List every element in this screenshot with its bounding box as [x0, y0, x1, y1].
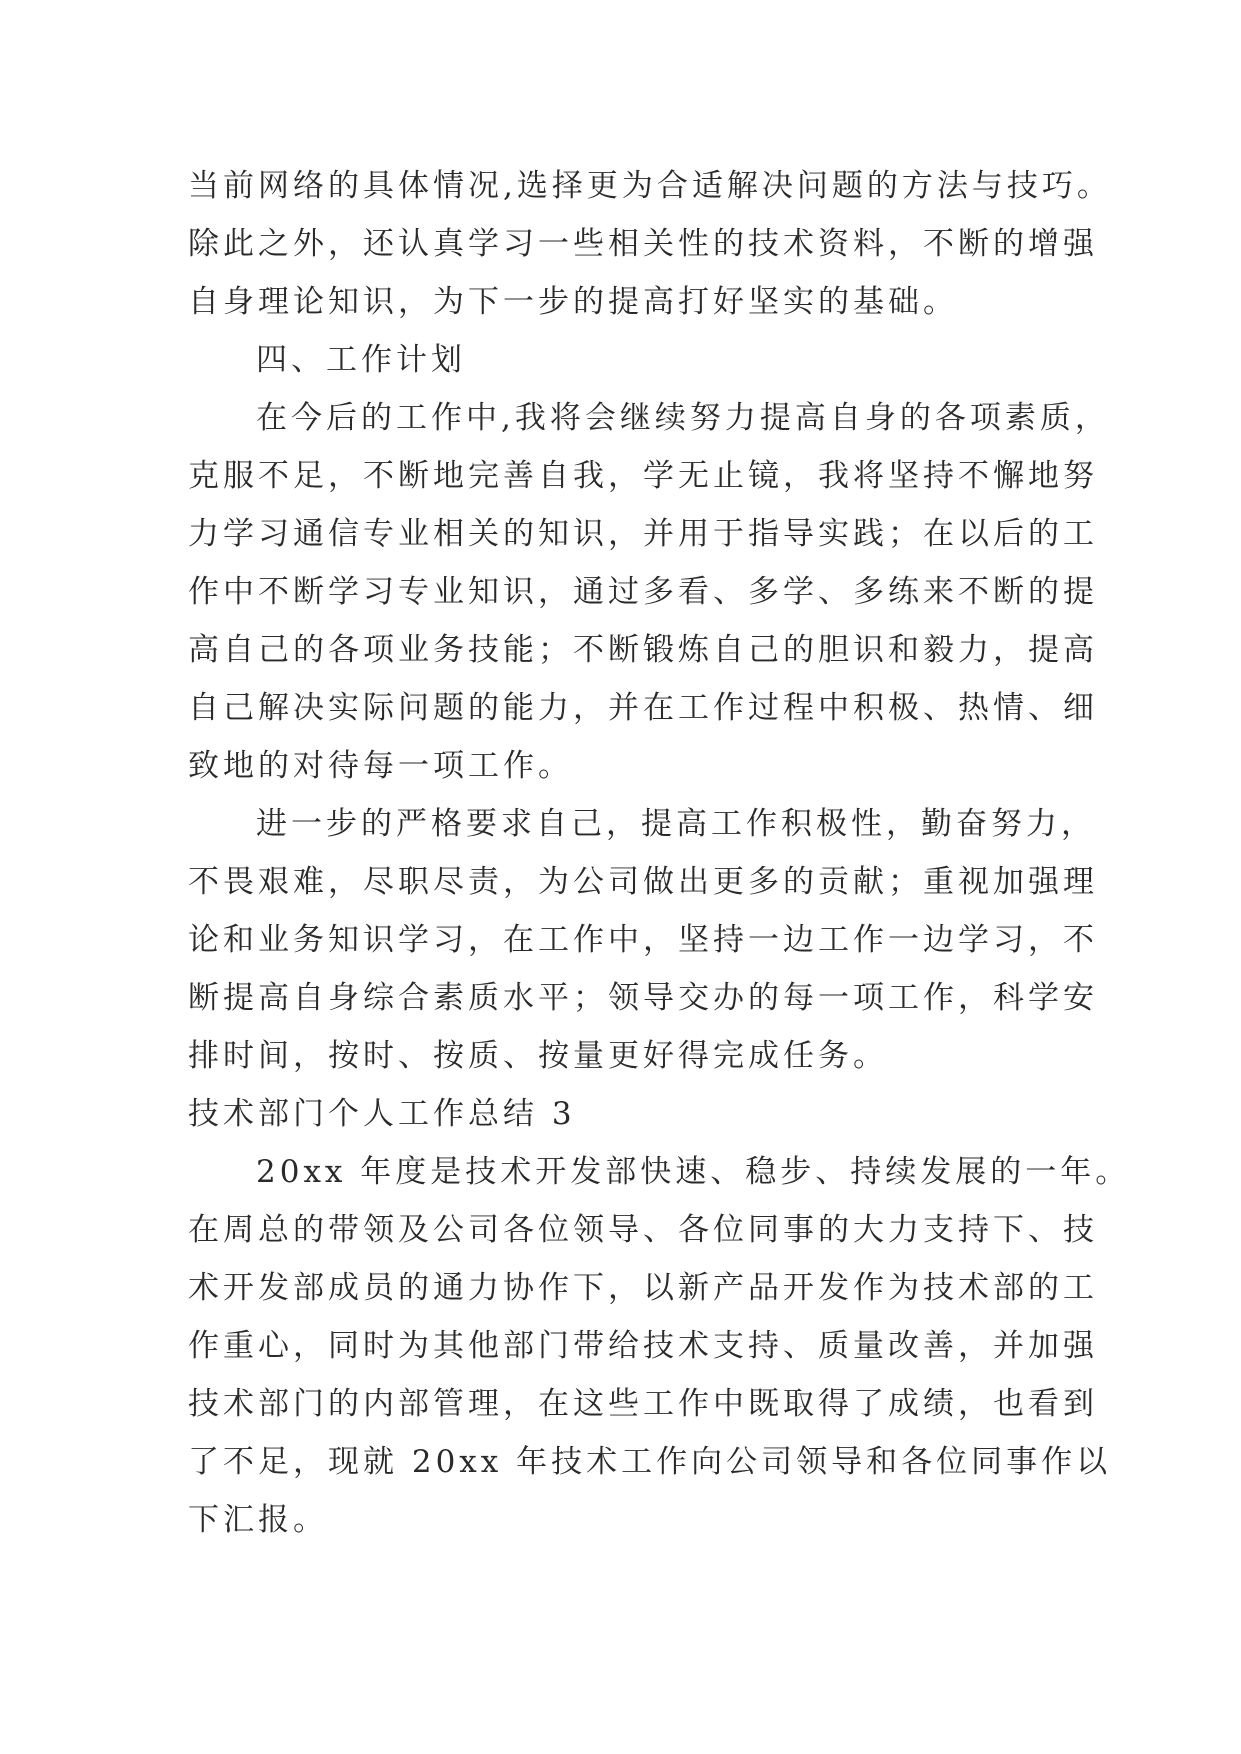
text-line: 论和业务知识学习，在工作中，坚持一边工作一边学习，不 [188, 922, 1098, 958]
text-line: 排时间，按时、按质、按量更好得完成任务。 [188, 1038, 888, 1074]
text-line: 除此之外，还认真学习一些相关性的技术资料，不断的增强 [188, 226, 1098, 262]
text-line: 了不足，现就 20xx 年技术工作向公司领导和各位同事作以 [188, 1444, 1112, 1480]
text-line: 在周总的带领及公司各位领导、各位同事的大力支持下、技 [188, 1212, 1098, 1248]
text-line: 下汇报。 [188, 1502, 328, 1538]
text-line: 20xx 年度是技术开发部快速、稳步、持续发展的一年。 [256, 1154, 1131, 1190]
text-line: 力学习通信专业相关的知识，并用于指导实践；在以后的工 [188, 516, 1098, 552]
text-line: 作中不断学习专业知识，通过多看、多学、多练来不断的提 [188, 574, 1098, 610]
text-line: 四、工作计划 [256, 342, 466, 378]
text-line: 术开发部成员的通力协作下，以新产品开发作为技术部的工 [188, 1270, 1098, 1306]
text-line: 自己解决实际问题的能力，并在工作过程中积极、热情、细 [188, 690, 1098, 726]
text-line: 高自己的各项业务技能；不断锻炼自己的胆识和毅力，提高 [188, 632, 1098, 668]
document-body [188, 157, 1131, 1549]
text-line: 当前网络的具体情况,选择更为合适解决问题的方法与技巧。 [188, 168, 1112, 204]
text-line: 作重心，同时为其他部门带给技术支持、质量改善，并加强 [188, 1328, 1098, 1364]
text-line: 致地的对待每一项工作。 [188, 748, 573, 784]
text-line: 不畏艰难，尽职尽责，为公司做出更多的贡献；重视加强理 [188, 864, 1098, 900]
text-line: 进一步的严格要求自己，提高工作积极性，勤奋努力， [256, 806, 1096, 842]
text-line: 在今后的工作中,我将会继续努力提高自身的各项素质， [256, 400, 1110, 436]
text-line: 自身理论知识，为下一步的提高打好坚实的基础。 [188, 284, 958, 320]
text-line: 技术部门的内部管理，在这些工作中既取得了成绩，也看到 [188, 1386, 1098, 1422]
text-line: 技术部门个人工作总结 3 [188, 1096, 576, 1132]
text-line: 克服不足，不断地完善自我，学无止镜，我将坚持不懈地努 [188, 458, 1098, 494]
text-line: 断提高自身综合素质水平；领导交办的每一项工作，科学安 [188, 980, 1098, 1016]
